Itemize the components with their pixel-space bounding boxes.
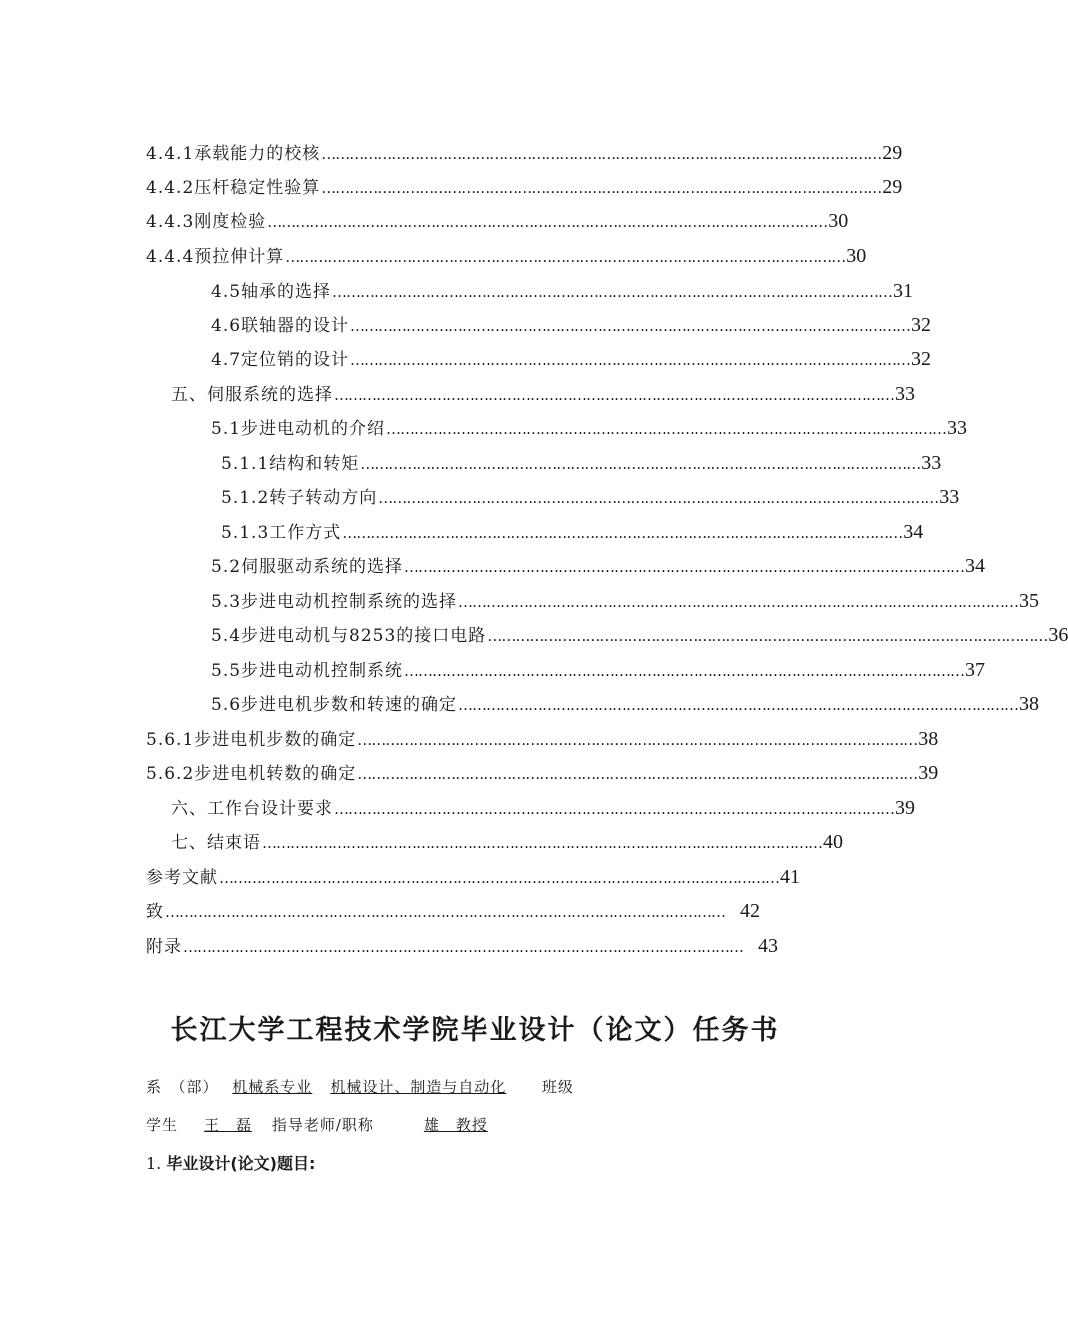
toc-entry-page: 32	[911, 314, 932, 336]
toc-entry[interactable]	[211, 311, 932, 337]
toc-entry-label: 4.4.4预拉伸计算	[146, 247, 285, 267]
toc-leader-dots: …………………………………………………………………………………………………………	[357, 765, 918, 783]
toc-leader-dots: …………………………………………………………………………………………………………	[332, 283, 893, 301]
toc-entry-label: 4.4.2压杆稳定性验算	[146, 178, 321, 198]
toc-leader-dots: …………………………………………………………………………………………………………	[350, 351, 911, 369]
toc-entry[interactable]	[171, 794, 915, 820]
toc-entry[interactable]	[171, 828, 843, 854]
task-book-title: 长江大学工程技术学院毕业设计（论文）任务书	[170, 1015, 780, 1046]
toc-entry-page: 32	[911, 348, 932, 370]
toc-leader-dots: …………………………………………………………………………………………………………	[165, 903, 725, 921]
student-value: 王 磊	[204, 1116, 253, 1134]
toc-leader-dots: …………………………………………………………………………………………………………	[360, 455, 921, 473]
toc-entry-page: 33	[939, 486, 960, 508]
toc-entry-label: 七、结束语	[171, 833, 261, 853]
toc-entry-page: 40	[823, 831, 843, 853]
toc-entry[interactable]	[211, 414, 968, 440]
toc-entry[interactable]	[211, 345, 932, 371]
advisor-value: 雄 教授	[423, 1116, 488, 1134]
toc-entry-page: 42	[740, 900, 760, 922]
toc-entry[interactable]	[146, 242, 867, 268]
toc-leader-dots: …………………………………………………………………………………………………………	[378, 489, 939, 507]
section-number: 1.	[146, 1154, 162, 1173]
toc-entry-page: 35	[1019, 590, 1040, 612]
toc-entry-page: 36	[1048, 624, 1068, 646]
toc-entry-label: 5.2伺服驱动系统的选择	[211, 557, 404, 577]
toc-entry-page: 39	[895, 797, 915, 819]
toc-entry-page: 30	[846, 245, 867, 267]
section-title: 毕业设计(论文)题目:	[166, 1154, 316, 1173]
toc-entry-label: 5.6.2步进电机转数的确定	[146, 764, 357, 784]
toc-entry[interactable]	[211, 587, 1040, 613]
toc-entry-label: 附录	[146, 937, 182, 957]
toc-entry-label: 5.1.3工作方式	[221, 523, 342, 543]
toc-leader-dots: …………………………………………………………………………………………………………	[357, 731, 918, 749]
toc-entry[interactable]	[146, 139, 903, 165]
toc-entry[interactable]	[221, 518, 924, 544]
toc-entry-page: 31	[893, 280, 914, 302]
toc-entry[interactable]	[146, 173, 903, 199]
toc-entry[interactable]	[221, 483, 960, 509]
toc-entry-label: 5.3步进电动机控制系统的选择	[211, 592, 458, 612]
advisor-label: 指导老师/职称	[271, 1116, 374, 1134]
toc-leader-dots: …………………………………………………………………………………………………………	[183, 938, 743, 956]
toc-leader-dots: …………………………………………………………………………………………………………	[321, 179, 882, 197]
toc-entry-label: 5.4步进电动机与8253的接口电路	[211, 626, 487, 646]
toc-entry[interactable]	[211, 690, 1040, 716]
student-row	[146, 1114, 488, 1135]
toc-entry-label: 4.4.1承载能力的校核	[146, 144, 321, 164]
class-label: 班级	[541, 1078, 574, 1096]
department-label: 系 （部）	[146, 1078, 219, 1096]
toc-entry-page: 38	[918, 728, 939, 750]
toc-entry-label: 致	[146, 902, 164, 922]
toc-entry-page: 33	[947, 417, 968, 439]
toc-entry[interactable]	[211, 552, 986, 578]
toc-entry[interactable]	[146, 932, 778, 958]
toc-entry-label: 5.6步进电机步数和转速的确定	[211, 695, 458, 715]
toc-entry-label: 六、工作台设计要求	[171, 799, 333, 819]
toc-leader-dots: …………………………………………………………………………………………………………	[404, 558, 965, 576]
toc-entry-label: 4.4.3刚度检验	[146, 212, 267, 232]
toc-entry-page: 30	[828, 210, 849, 232]
toc-leader-dots: …………………………………………………………………………………………………………	[219, 869, 779, 887]
toc-entry-label: 5.5步进电动机控制系统	[211, 661, 404, 681]
toc-entry-page: 41	[780, 866, 800, 888]
toc-entry[interactable]	[146, 725, 939, 751]
toc-entry-page: 34	[965, 555, 986, 577]
toc-leader-dots: …………………………………………………………………………………………………………	[334, 386, 894, 404]
department-value: 机械系专业 机械设计、制造与自动化	[232, 1078, 507, 1096]
toc-leader-dots: …………………………………………………………………………………………………………	[458, 696, 1019, 714]
toc-leader-dots: …………………………………………………………………………………………………………	[267, 213, 828, 231]
toc-leader-dots: …………………………………………………………………………………………………………	[458, 593, 1019, 611]
toc-leader-dots: …………………………………………………………………………………………………………	[334, 800, 894, 818]
toc-entry[interactable]	[146, 207, 849, 233]
toc-entry-label: 4.7定位销的设计	[211, 350, 350, 370]
student-label: 学生	[146, 1116, 179, 1134]
toc-leader-dots: …………………………………………………………………………………………………………	[404, 662, 965, 680]
toc-leader-dots: …………………………………………………………………………………………………………	[342, 524, 903, 542]
toc-entry-page: 43	[758, 935, 778, 957]
toc-entry[interactable]	[211, 277, 914, 303]
toc-leader-dots: …………………………………………………………………………………………………………	[350, 317, 911, 335]
major-value: 机械设计、制造与自动化	[330, 1078, 507, 1096]
toc-entry[interactable]	[211, 656, 986, 682]
toc-entry-page: 33	[895, 383, 915, 405]
toc-leader-dots: …………………………………………………………………………………………………………	[487, 627, 1048, 645]
toc-entry-page: 38	[1019, 693, 1040, 715]
toc-entry-label: 参考文献	[146, 868, 218, 888]
toc-leader-dots: …………………………………………………………………………………………………………	[321, 145, 882, 163]
toc-entry-label: 5.6.1步进电机步数的确定	[146, 730, 357, 750]
department-row	[146, 1076, 574, 1097]
toc-entry-page: 39	[918, 762, 939, 784]
toc-entry-page: 37	[965, 659, 986, 681]
toc-entry[interactable]	[171, 380, 915, 406]
toc-entry[interactable]	[211, 621, 1068, 647]
toc-leader-dots: …………………………………………………………………………………………………………	[386, 420, 947, 438]
toc-entry-label: 5.1.1结构和转矩	[221, 454, 360, 474]
toc-leader-dots: …………………………………………………………………………………………………………	[285, 248, 846, 266]
toc-entry-label: 五、伺服系统的选择	[171, 385, 333, 405]
toc-leader-dots: …………………………………………………………………………………………………………	[262, 834, 822, 852]
toc-entry-page: 33	[921, 452, 942, 474]
toc-entry-page: 29	[882, 142, 903, 164]
toc-entry[interactable]	[146, 897, 760, 923]
toc-entry[interactable]	[221, 449, 942, 475]
toc-entry-label: 4.5轴承的选择	[211, 282, 332, 302]
toc-entry[interactable]	[146, 863, 800, 889]
toc-entry-label: 5.1.2转子转动方向	[221, 488, 378, 508]
toc-entry-page: 34	[903, 521, 924, 543]
section-heading	[146, 1151, 315, 1174]
toc-entry-label: 5.1步进电动机的介绍	[211, 419, 386, 439]
toc-entry[interactable]	[146, 759, 939, 785]
toc-entry-page: 29	[882, 176, 903, 198]
toc-entry-label: 4.6联轴器的设计	[211, 316, 350, 336]
